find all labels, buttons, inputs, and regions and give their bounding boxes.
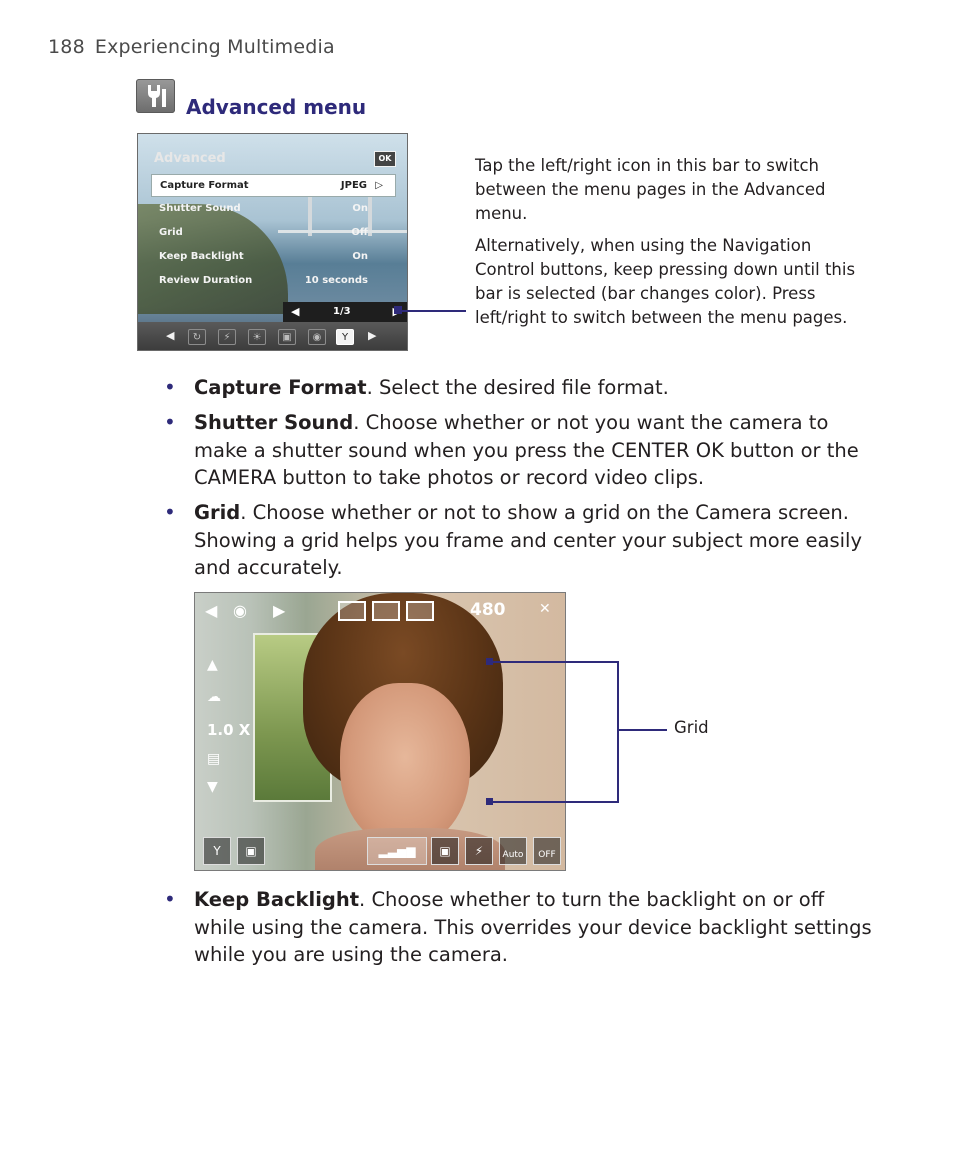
- white-balance-auto-icon[interactable]: Auto: [499, 837, 527, 865]
- running-header: [48, 36, 335, 58]
- bullet-shutter-sound: [194, 409, 874, 492]
- storage-icon: [338, 601, 366, 621]
- grid-bracket-pointer: [617, 729, 667, 731]
- grid-bracket-vertical: [617, 661, 619, 803]
- page-switch-bar[interactable]: [283, 302, 408, 322]
- bullet-term: Shutter Sound: [194, 411, 354, 434]
- bullet-text: . Select the desired file format.: [366, 376, 669, 399]
- chapter-title: Experiencing Multimedia: [94, 36, 335, 58]
- bullet-grid: [194, 499, 874, 582]
- camera-icon[interactable]: ◉: [308, 329, 326, 345]
- menu-row-value: 10 seconds: [304, 275, 368, 286]
- grid-label: Grid: [674, 718, 709, 737]
- callout-text-2: Alternatively, when using the Navigation Control buttons, keep pressing down until this bar is selected (bar changes color). Press left/right to switch between the menu pages.: [475, 236, 856, 327]
- arrow-left-icon[interactable]: ◀: [291, 305, 300, 318]
- zoom-out-icon[interactable]: ▼: [207, 779, 218, 795]
- capture-size-icon: [372, 601, 400, 621]
- menu-row-label: Grid: [159, 227, 183, 238]
- bullet-term: Keep Backlight: [194, 888, 360, 911]
- tools-icon: [136, 79, 175, 113]
- bullet-term: Capture Format: [194, 376, 367, 399]
- menu-row-grid[interactable]: [151, 222, 396, 245]
- ok-button[interactable]: OK: [374, 151, 396, 167]
- section-title: Advanced menu: [186, 95, 367, 119]
- camera-icon[interactable]: ◉: [233, 601, 247, 620]
- menu-row-value: On: [352, 251, 368, 262]
- menu-row-shutter-sound[interactable]: [151, 198, 396, 221]
- capture-size-icon[interactable]: ▣: [431, 837, 459, 865]
- arrow-left-icon[interactable]: ◀: [166, 329, 175, 342]
- arrow-left-icon[interactable]: ◀: [205, 601, 218, 620]
- callout-text-1: Tap the left/right icon in this bar to switch between the menu pages in the Advanced menu.: [475, 156, 826, 223]
- menu-row-label: Keep Backlight: [159, 251, 244, 262]
- tools-icon[interactable]: Y: [203, 837, 231, 865]
- grid-bracket-bottom: [490, 801, 619, 803]
- callout-line: [398, 310, 466, 312]
- chevron-right-icon: ▷: [375, 180, 383, 191]
- camera-bottom-bar: [195, 833, 565, 871]
- template-icon[interactable]: ▣: [278, 329, 296, 345]
- camera-top-bar: [195, 593, 565, 629]
- advanced-screen-title: Advanced: [154, 151, 226, 166]
- template-icon[interactable]: ▣: [237, 837, 265, 865]
- page-number: 188: [48, 36, 85, 58]
- bullet-text: . Choose whether or not to show a grid on the Camera screen. Showing a grid helps you frame and center your subject more easily and accurately.: [194, 501, 862, 579]
- advanced-menu-screenshot: [137, 133, 408, 351]
- menu-row-value: On: [352, 203, 368, 214]
- arrow-right-icon[interactable]: ▶: [273, 601, 286, 620]
- camera-mode-toolbar: [138, 322, 408, 351]
- bullet-text: . Choose whether or not you want the camera to make a shutter sound when you press the CENTER OK button or the CAMERA button to take photos or record video clips.: [194, 411, 859, 489]
- brightness-icon[interactable]: ☀: [248, 329, 266, 345]
- menu-row-keep-backlight[interactable]: [151, 246, 396, 269]
- bullet-text: . Choose whether to turn the backlight on or off while using the camera. This overrides your device backlight settings while you are using the camera.: [194, 888, 872, 966]
- quality-icon: [406, 601, 434, 621]
- menu-row-value: JPEG: [340, 180, 367, 191]
- arrow-right-icon[interactable]: ▶: [368, 329, 377, 342]
- grid-bracket-top: [490, 661, 619, 663]
- menu-row-label: Capture Format: [160, 180, 249, 191]
- zoom-level: 1.0 X: [207, 721, 251, 739]
- timer-off-icon[interactable]: OFF: [533, 837, 561, 865]
- menu-row-label: Review Duration: [159, 275, 253, 286]
- capture-mode-icon[interactable]: ☁: [207, 689, 221, 705]
- flash-icon[interactable]: ⚡: [465, 837, 493, 865]
- battery-icon: ▤: [207, 751, 221, 767]
- menu-row-label: Shutter Sound: [159, 203, 241, 214]
- brightness-slider[interactable]: ▂▃▅▆: [367, 837, 427, 865]
- page-indicator: 1/3: [333, 306, 351, 317]
- camera-screen-screenshot: [194, 592, 566, 871]
- bullet-term: Grid: [194, 501, 241, 524]
- flash-icon[interactable]: ⚡: [218, 329, 236, 345]
- self-timer-icon[interactable]: ↻: [188, 329, 206, 345]
- subject-face: [340, 683, 470, 848]
- bullet-keep-backlight: [194, 886, 874, 969]
- zoom-in-icon[interactable]: ▲: [207, 657, 218, 673]
- bullet-capture-format: [194, 374, 874, 402]
- menu-row-value: Off: [351, 227, 368, 238]
- remaining-shots: 480: [470, 600, 506, 620]
- menu-row-capture-format[interactable]: [151, 174, 396, 197]
- tools-icon[interactable]: Y: [336, 329, 354, 345]
- menu-row-review-duration[interactable]: [151, 270, 396, 293]
- close-icon[interactable]: ✕: [539, 601, 551, 617]
